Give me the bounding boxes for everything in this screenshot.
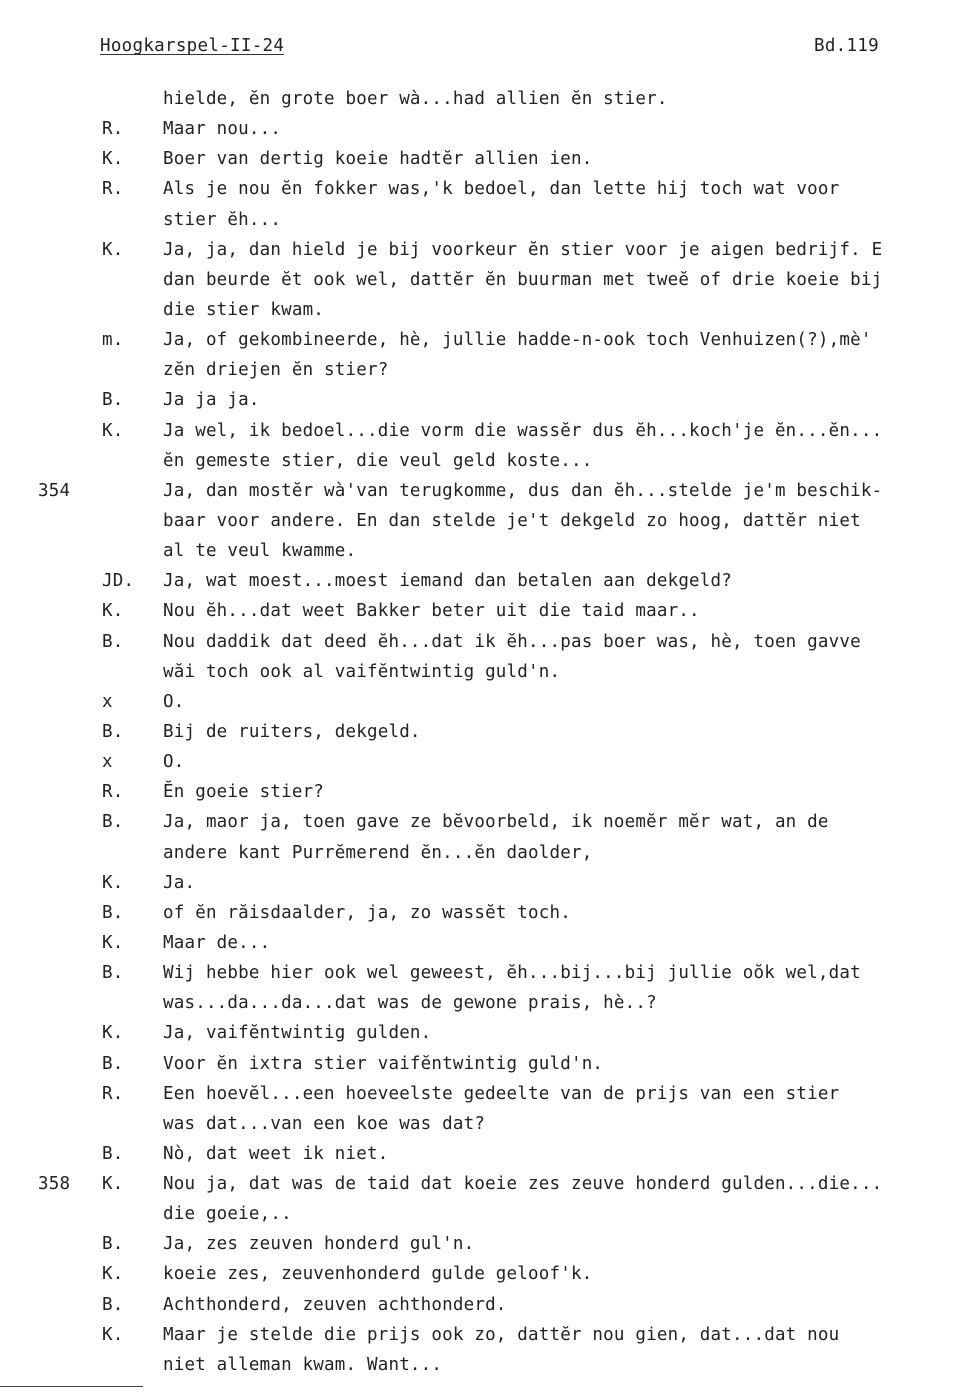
line-text: Nou ĕh...dat weet Bakker beter uit die taid maar.. (163, 601, 700, 622)
transcript-line (0, 596, 979, 626)
speaker-label: m. (102, 330, 124, 351)
transcript-body (0, 84, 979, 1380)
line-text: Ja, dan mostĕr wà'van terugkomme, dus dan ĕh...stelde je'm beschik- (163, 480, 883, 501)
speaker-label: B. (102, 631, 124, 652)
line-text: of ĕn răisdaalder, ja, zo wassĕt toch. (163, 902, 571, 923)
transcript-line (0, 657, 979, 687)
line-text: dan beurde ĕt ook wel, dattĕr ĕn buurman met tweĕ of drie koeie bij (163, 269, 883, 290)
transcript-line (0, 325, 979, 355)
transcript-line (0, 114, 979, 144)
transcript-line (0, 566, 979, 596)
speaker-label: K. (102, 1264, 124, 1285)
transcript-line (0, 1199, 979, 1229)
line-text: Maar je stelde die prijs ook zo, dattĕr nou gien, dat...dat nou (163, 1324, 840, 1345)
transcript-line (0, 627, 979, 657)
transcript-line (0, 536, 979, 566)
line-text: Achthonderd, zeuven achthonderd. (163, 1294, 507, 1315)
transcript-line (0, 1290, 979, 1320)
line-text: Ja, wat moest...moest iemand dan betalen aan dekgeld? (163, 571, 733, 592)
line-text: stier ĕh... (163, 209, 282, 230)
speaker-label: x (102, 752, 113, 773)
speaker-label: B. (102, 390, 124, 411)
line-text: Een hoevĕl...een hoeveelste gedeelte van de prijs van een stier (163, 1083, 840, 1104)
transcript-line (0, 1229, 979, 1259)
transcript-line (0, 295, 979, 325)
transcript-line (0, 265, 979, 295)
speaker-label: B. (102, 902, 124, 923)
line-text: Nou daddik dat deed ĕh...dat ik ĕh...pas boer was, hè, toen gavve (163, 631, 861, 652)
line-text: Ja, ja, dan hield je bij voorkeur ĕn stier voor je aigen bedrijf. E (163, 239, 883, 260)
line-text: niet alleman kwam. Want... (163, 1354, 443, 1375)
header-right: Bd.119 (814, 36, 880, 56)
transcript-line (0, 235, 979, 265)
line-text: Maar de... (163, 932, 271, 953)
speaker-label: K. (102, 872, 124, 893)
line-text: Maar nou... (163, 119, 282, 140)
line-text: Ĕn goeie stier? (163, 782, 325, 803)
line-number: 358 (38, 1174, 71, 1195)
speaker-label: JD. (102, 571, 135, 592)
transcript-line (0, 355, 979, 385)
transcript-line (0, 84, 979, 114)
speaker-label: K. (102, 1324, 124, 1345)
line-text: wăi toch ook al vaifĕntwintig guld'n. (163, 661, 561, 682)
line-text: Ja, zes zeuven honderd gul'n. (163, 1234, 475, 1255)
line-text: koeie zes, zeuvenhonderd gulde geloof'k. (163, 1264, 593, 1285)
header-left: Hoogkarspel-II-24 (100, 36, 285, 56)
line-text: Ja. (163, 872, 196, 893)
transcript-line (0, 807, 979, 837)
transcript-line (0, 446, 979, 476)
transcript-line (0, 1350, 979, 1380)
line-text: hielde, ĕn grote boer wà...had allien ĕn stier. (163, 89, 668, 109)
transcript-line (0, 1079, 979, 1109)
line-text: Ja wel, ik bedoel...die vorm die wassĕr dus ĕh...koch'je ĕn...ĕn... (163, 420, 883, 441)
line-text: Boer van dertig koeie hadtĕr allien ien. (163, 149, 593, 170)
line-text: baar voor andere. En dan stelde je't dekgeld zo hoog, dattĕr niet (163, 510, 861, 531)
speaker-label: K. (102, 1023, 124, 1044)
line-text: andere kant Purrĕmerend ĕn...ĕn daolder, (163, 842, 593, 863)
transcript-line (0, 205, 979, 235)
line-text: was dat...van een koe was dat? (163, 1113, 486, 1134)
transcript-line (0, 174, 979, 204)
transcript-line (0, 385, 979, 415)
line-number: 354 (38, 480, 71, 501)
transcript-line (0, 687, 979, 717)
transcript-line (0, 1259, 979, 1289)
transcript-line (0, 416, 979, 446)
line-text: O. (163, 691, 185, 712)
speaker-label: R. (102, 179, 124, 200)
transcript-line (0, 144, 979, 174)
line-text: Ja, vaifĕntwintig gulden. (163, 1023, 432, 1044)
speaker-label: B. (102, 812, 124, 833)
transcript-line (0, 1320, 979, 1350)
transcript-line (0, 1139, 979, 1169)
footnote-rule (0, 1386, 143, 1387)
transcript-line (0, 958, 979, 988)
line-text: die stier kwam. (163, 299, 325, 320)
speaker-label: B. (102, 1234, 124, 1255)
transcript-line (0, 747, 979, 777)
speaker-label: R. (102, 1083, 124, 1104)
speaker-label: R. (102, 782, 124, 803)
transcript-line (0, 717, 979, 747)
transcript-line (0, 988, 979, 1018)
transcript-line (0, 506, 979, 536)
transcript-line (0, 1049, 979, 1079)
line-text: O. (163, 752, 185, 773)
speaker-label: B. (102, 963, 124, 984)
transcript-line (0, 898, 979, 928)
line-text: Voor ĕn ixtra stier vaifĕntwintig guld'n. (163, 1053, 604, 1074)
line-text: Wij hebbe hier ook wel geweest, ĕh...bij...bij jullie oŏk wel,dat (163, 963, 861, 984)
speaker-label: K. (102, 149, 124, 170)
transcript-line (0, 928, 979, 958)
speaker-label: R. (102, 119, 124, 140)
line-text: zĕn driejen ĕn stier? (163, 360, 389, 381)
line-text: Ja, of gekombineerde, hè, jullie hadde-n-ook toch Venhuizen(?),mè' (163, 330, 872, 351)
speaker-label: x (102, 691, 113, 712)
transcript-line (0, 777, 979, 807)
line-text: was...da...da...dat was de gewone prais, hè..? (163, 993, 657, 1014)
speaker-label: B. (102, 1053, 124, 1074)
transcript-line (0, 1109, 979, 1139)
line-text: Bij de ruiters, dekgeld. (163, 721, 421, 742)
line-text: Ja, maor ja, toen gave ze bĕvoorbeld, ik noemĕr mĕr wat, an de (163, 812, 829, 833)
line-text: al te veul kwamme. (163, 541, 357, 562)
speaker-label: B. (102, 1143, 124, 1164)
speaker-label: B. (102, 721, 124, 742)
transcript-line (0, 838, 979, 868)
transcript-line (0, 1169, 979, 1199)
speaker-label: K. (102, 239, 124, 260)
speaker-label: K. (102, 1174, 124, 1195)
speaker-label: K. (102, 420, 124, 441)
speaker-label: K. (102, 601, 124, 622)
transcript-line (0, 476, 979, 506)
line-text: Nou ja, dat was de taid dat koeie zes zeuve honderd gulden...die... (163, 1174, 883, 1195)
line-text: ĕn gemeste stier, die veul geld koste... (163, 450, 593, 471)
line-text: Nò, dat weet ik niet. (163, 1143, 389, 1164)
speaker-label: B. (102, 1294, 124, 1315)
speaker-label: K. (102, 932, 124, 953)
line-text: die goeie,.. (163, 1204, 292, 1225)
transcript-line (0, 868, 979, 898)
line-text: Als je nou ĕn fokker was,'k bedoel, dan lette hij toch wat voor (163, 179, 840, 200)
line-text: Ja ja ja. (163, 390, 260, 411)
transcript-line (0, 1018, 979, 1048)
